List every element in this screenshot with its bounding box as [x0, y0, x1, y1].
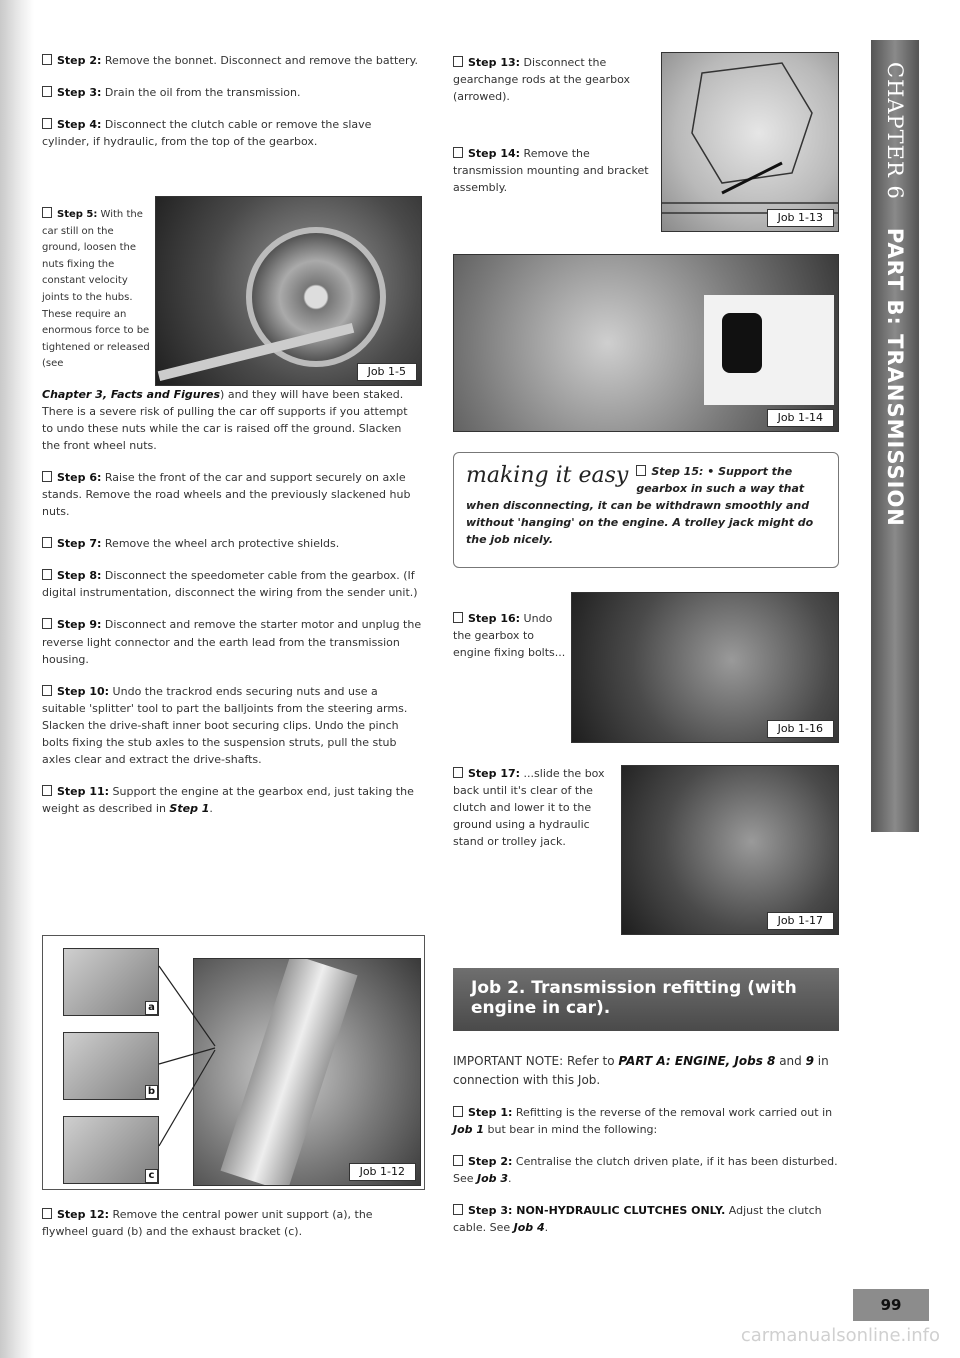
job-label-1-13: Job 1-13: [767, 209, 834, 227]
important-note: IMPORTANT NOTE: Refer to PART A: ENGINE, Jobs 8 and 9 in connection with this Job.: [453, 1054, 829, 1087]
checkbox-icon[interactable]: [42, 207, 52, 218]
job-label-1-17: Job 1-17: [767, 912, 834, 930]
job-label-1-14: Job 1-14: [767, 409, 834, 427]
inset-b: b: [63, 1032, 159, 1100]
page-edge-shade: [0, 0, 34, 1358]
part-label: PART B: TRANSMISSION: [883, 227, 907, 527]
step-2: Step 2: Remove the bonnet. Disconnect and remove the battery.: [42, 52, 422, 69]
watermark: carmanualsonline.info: [740, 1325, 940, 1346]
inset-a: a: [63, 948, 159, 1016]
step-5-continued: [42, 386, 422, 832]
job-label-1-12: Job 1-12: [349, 1163, 416, 1181]
step-5-text-2: ) and they will have been staked. There is a severe risk of pulling the car off supports if you attempt to undo these nuts while the car is raised off the ground. Slacken the front wheel nuts.: [42, 388, 408, 453]
photo-job-1-16: [571, 592, 839, 743]
checkbox-icon[interactable]: [42, 537, 52, 548]
checkbox-icon[interactable]: [453, 1155, 463, 1166]
step-5-wrap-text: Step 5: With the car still on the ground, loosen the nuts fixing the constant velocity joints to the hubs. These require an enormous force to be tightened or released (see: [42, 209, 150, 370]
photo-job-1-14: [453, 254, 839, 432]
making-it-easy-logo: making it easy: [466, 463, 629, 488]
checkbox-icon[interactable]: [42, 1208, 52, 1219]
checkbox-icon[interactable]: [42, 86, 52, 97]
step-9: Step 9: Disconnect and remove the starter motor and unplug the reverse light connector and the earth lead from the transmission housing.: [42, 618, 422, 666]
step-16: Step 16: Undo the gearbox to engine fixing bolts...: [453, 612, 566, 660]
job-label-1-5: Job 1-5: [357, 363, 417, 381]
refit-step-1: Step 1: Refitting is the reverse of the removal work carried out in Job 1 but bear in mind the following:: [453, 1106, 833, 1137]
step-6: Step 6: Raise the front of the car and support securely on axle stands. Remove the road wheels and the previously slackened hub nuts.: [42, 471, 411, 519]
checkbox-icon[interactable]: [453, 56, 463, 67]
step-5-ref: Chapter 3, Facts and Figures: [42, 388, 221, 401]
chapter-label: CHAPTER 6: [883, 62, 907, 200]
refit-step-2: Step 2: Centralise the clutch driven plate, if it has been disturbed. See Job 3.: [453, 1155, 838, 1186]
checkbox-icon[interactable]: [453, 612, 463, 623]
tip-text: Step 15: • Support the gearbox in such a way that when disconnecting, it can be withdrawn smoothly and without 'hanging' on the engine. A trolley jack might do the job nicely.: [466, 465, 814, 547]
checkbox-icon[interactable]: [453, 147, 463, 158]
job-2-body: [453, 1052, 839, 1251]
step-11: Step 11: Support the engine at the gearbox end, just taking the weight as described in Step 1.: [42, 784, 414, 815]
checkbox-icon[interactable]: [42, 685, 52, 696]
checkbox-icon[interactable]: [42, 569, 52, 580]
left-column: [42, 52, 422, 165]
refit-step-3: Step 3: NON-HYDRAULIC CLUTCHES ONLY. Adjust the clutch cable. See Job 4.: [453, 1204, 822, 1235]
photo-job-1-13: [661, 52, 839, 232]
checkbox-icon[interactable]: [453, 1204, 463, 1215]
making-it-easy-tip: [453, 452, 839, 568]
step-8: Step 8: Disconnect the speedometer cable from the gearbox. (If digital instrumentation, disconnect the wiring from the sender unit.): [42, 569, 418, 600]
inset-c: c: [63, 1116, 159, 1184]
step-3: Step 3: Drain the oil from the transmission.: [42, 84, 422, 101]
step-7: Step 7: Remove the wheel arch protective shields.: [42, 535, 422, 552]
step-13: Step 13: Disconnect the gearchange rods at the gearbox (arrowed).: [453, 56, 630, 104]
step-17: Step 17: ...slide the box back until it's clear of the clutch and lower it to the ground using a hydraulic stand or trolley jack.: [453, 767, 605, 849]
step-14: Step 14: Remove the transmission mounting and bracket assembly.: [453, 147, 649, 195]
chapter-side-tab: [871, 40, 919, 832]
step-4: Step 4: Disconnect the clutch cable or remove the slave cylinder, if hydraulic, from the top of the gearbox.: [42, 118, 372, 149]
checkbox-icon[interactable]: [42, 54, 52, 65]
job-label-1-16: Job 1-16: [767, 720, 834, 738]
callout-lines: [43, 936, 426, 1191]
checkbox-icon[interactable]: [42, 118, 52, 129]
job-2-heading: Job 2. Transmission refitting (with engine in car).: [453, 968, 839, 1031]
checkbox-icon[interactable]: [42, 785, 52, 796]
checkbox-icon[interactable]: [636, 465, 646, 476]
checkbox-icon[interactable]: [42, 618, 52, 629]
checkbox-icon[interactable]: [453, 767, 463, 778]
checkbox-icon[interactable]: [42, 471, 52, 482]
step-10: Step 10: Undo the trackrod ends securing nuts and use a suitable 'splitter' tool to part the balljoints from the steering arms. Slacken the drive-shaft inner boot securing clips. Undo the pinch bolts fixing the stub axles to the suspension struts, pull the stub axles clear and extract the drive-shafts.: [42, 684, 408, 766]
checkbox-icon[interactable]: [453, 1106, 463, 1117]
figure-job-1-12: [42, 935, 425, 1190]
photo-job-1-5: [155, 196, 422, 386]
photo-job-1-17: [621, 765, 839, 935]
page-number: 99: [853, 1289, 929, 1321]
step-12: Step 12: Remove the central power unit support (a), the flywheel guard (b) and the exhaust bracket (c).: [42, 1208, 373, 1239]
